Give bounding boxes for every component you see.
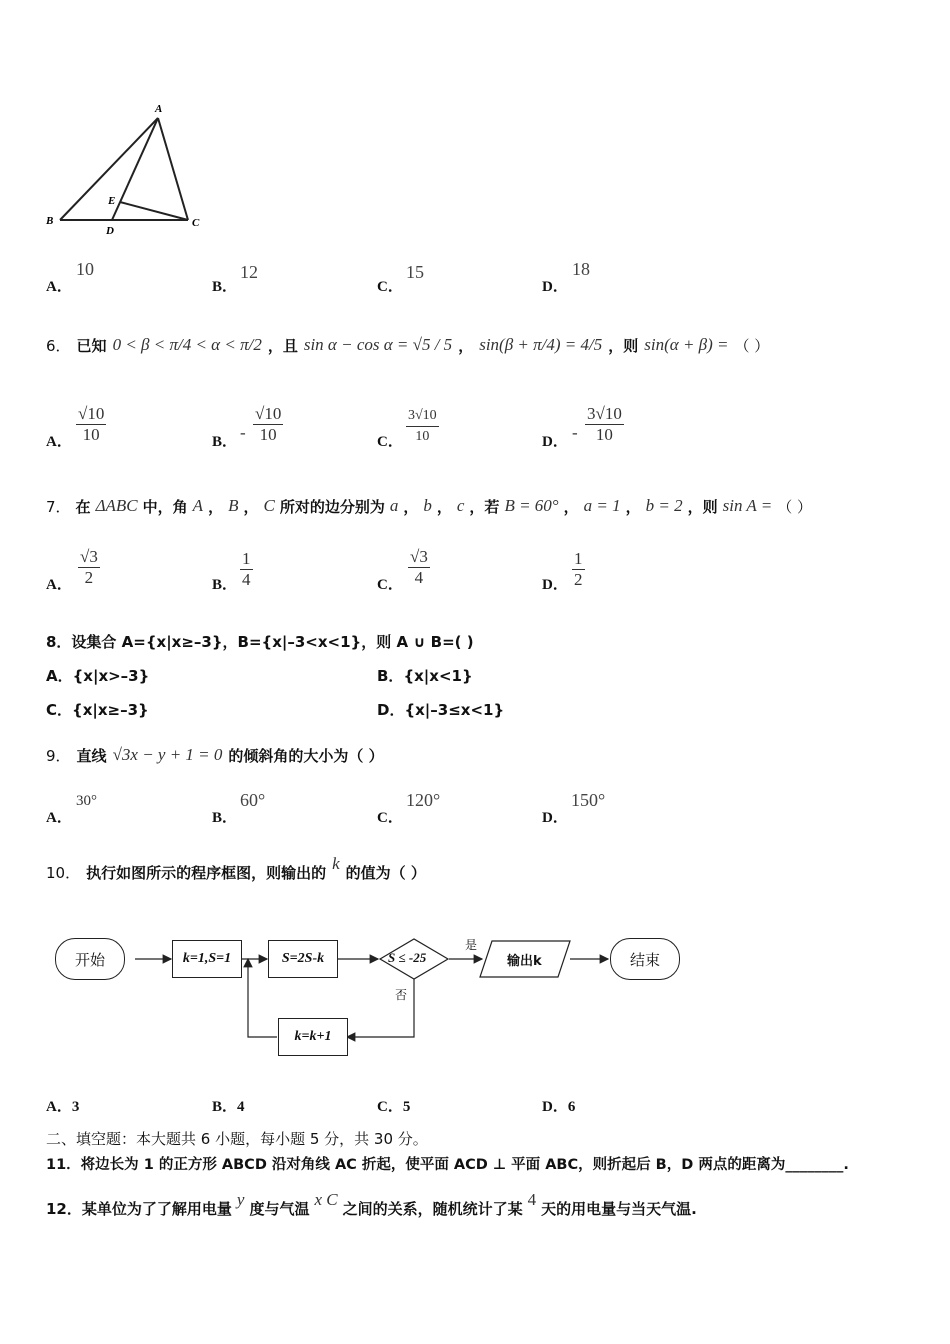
question-12 [46,1190,697,1226]
q5-option-d-letter: D． [542,279,568,295]
q9-option-d-value: 150° [571,790,606,810]
question-6 [46,320,926,370]
q8-option-c [46,699,149,720]
q10-option-d-value: 6 [567,1099,576,1115]
q10-option-c-letter: C． [377,1099,403,1115]
q7-target: sin A = [722,496,773,515]
q7-option-d-frac [572,549,585,590]
q10-option-b-value: 4 [237,1099,245,1115]
q6-option-b-den: 10 [259,425,277,444]
label-c: C [192,217,200,229]
q9-suffix: 的倾斜角的大小为（ ） [228,746,384,765]
q7-side-a: a [389,496,399,515]
label-e: E [108,195,116,207]
q7-option-a-letter: A． [46,577,72,593]
q7-cond1: B = 60° [504,496,559,515]
q5-option-a-value: 10 [76,259,94,279]
q9-option-a-letter: A． [46,810,72,826]
q10-option-a [46,1095,79,1116]
q6-option-c-frac [406,406,439,447]
q8-option-c-letter: C． [46,701,73,719]
q10-number: 10． [46,863,81,882]
q6-comma: ， [458,336,474,355]
q10-option-c [377,1095,410,1116]
flowchart-connectors [40,925,700,1075]
q9-prefix: 直线 [76,746,107,765]
q8-option-d [377,699,504,720]
question-9 [46,735,384,775]
q9-option-c-value: 120° [406,790,441,810]
q7-angle-a: A [192,496,204,515]
q5-option-b-value: 12 [240,262,258,282]
flow-init: k=1,S=1 [172,940,242,978]
q6-suffix: ，则 [608,336,639,355]
flow-increment: k=k+1 [278,1018,348,1056]
q7-paren: （ ） [777,497,812,516]
q12-suffix: 天的用电量与当天气温. [541,1199,697,1218]
q6-option-d-frac [585,404,624,445]
q7-option-b-letter: B． [212,577,238,593]
q6-number: 6． [46,336,71,355]
q9-line: √3x − y + 1 = 0 [112,745,223,764]
q6-option-a-frac [76,404,106,445]
q7-side-c: c [456,496,465,515]
q8-option-d-letter: D． [377,701,405,719]
q6-option-c-den: 10 [415,429,430,444]
triangle-figure [40,100,220,240]
question-11: 11．将边长为 1 的正方形 ABCD 沿对角线 AC 折起，使平面 ACD ⊥ 平面 ABC，则折起后 B，D 两点的距离为________. [46,1157,849,1173]
q7-option-d-den: 2 [574,570,583,589]
q10-suffix: 的值为（ ） [345,863,426,882]
q7-t4: ，若 [469,497,500,516]
q12-mid2: 之间的关系，随机统计了某 [342,1199,523,1218]
q7-option-a-frac [78,547,100,588]
flow-yes: 是 [465,938,478,952]
q8-option-b-value: {x|x<1} [403,667,473,685]
q12-n: 4 [527,1190,537,1209]
q10-option-a-value: 3 [71,1099,80,1115]
q7-option-a-den: 2 [84,568,94,587]
q7-angle-b: B [228,496,239,515]
q7-t2: 中，角 [142,497,188,516]
q6-cond2: sin α − cos α = √5 / 5 [303,335,453,354]
q7-option-c-den: 4 [414,568,424,587]
q5-option-d-value: 18 [572,259,590,279]
question-7: 7． 在 ΔABC 中，角 A ， B ， C 所对的边分别为 a ， b ， c ，若 B = 60° ， a = 1 ， b = 2 ，则 sin A = （ ） [46,496,812,516]
flow-update: S=2S-k [268,940,338,978]
q6-option-a-num: √10 [78,404,105,423]
flow-output: 输出k [507,954,542,969]
q7-angle-c: C [263,496,275,515]
q6-target: sin(α + β) = [644,335,729,354]
q12-prefix: 12．某单位为了了解用电量 [46,1199,232,1218]
q10-option-c-value: 5 [402,1099,411,1115]
q9-number: 9． [46,746,71,765]
q7-cond2: a = 1 [583,496,621,515]
q10-option-d-letter: D． [542,1099,568,1115]
q6-option-d-sign: - [572,423,578,442]
q10-option-b-letter: B． [212,1099,238,1115]
q7-option-a-num: √3 [80,547,98,566]
q6-mid: ，且 [267,336,298,355]
q7-t5: ，则 [687,497,718,516]
q7-option-d-num: 1 [574,549,583,568]
q6-prefix: 已知 [76,336,107,355]
question-8: 8．设集合 A={x|x≥–3}，B={x|–3<x<1}，则 A ∪ B=( ) [46,633,474,651]
q7-option-c-frac [408,547,430,588]
q6-option-b-sign: - [240,423,246,442]
q9-option-b-letter: B． [212,810,238,826]
q5-option-a-letter: A． [46,279,72,295]
q7-option-c-num: √3 [410,547,428,566]
q6-option-a-den: 10 [82,425,100,444]
q10-prefix: 执行如图所示的程序框图，则输出的 [86,863,327,882]
q7-option-c-letter: C． [377,577,403,593]
q10-option-d [542,1095,575,1116]
label-d: D [106,225,114,237]
q10-var: k [332,854,340,873]
q7-option-b-den: 4 [242,570,251,589]
q12-y: y [236,1190,245,1209]
q5-option-c-value: 15 [406,262,424,282]
q6-option-b-frac [253,404,283,445]
q12-xc: x C [314,1190,338,1209]
q7-option-b-frac [240,549,253,590]
q8-option-c-value: {x|x≥–3} [72,701,149,719]
q8-option-a [46,665,149,686]
flow-no: 否 [395,988,408,1002]
flow-condition: S ≤ -25 [388,950,427,965]
q8-option-d-value: {x|–3≤x<1} [404,701,505,719]
q7-number: 7． [46,497,71,516]
q10-option-b [212,1095,245,1116]
q6-option-d-den: 10 [595,425,613,444]
q6-cond1: 0 < β < π/4 < α < π/2 [112,335,262,354]
label-b: B [46,215,54,227]
q12-mid1: 度与气温 [249,1199,310,1218]
q6-option-d-num: 3√10 [587,404,622,423]
q7-cond3: b = 2 [645,496,683,515]
q6-cond3: sin(β + π/4) = 4/5 [479,335,603,354]
flow-end: 结束 [610,938,680,980]
q9-option-b-value: 60° [240,790,266,810]
q7-option-b-num: 1 [242,549,251,568]
flow-start: 开始 [55,938,125,980]
q8-option-a-letter: A． [46,667,73,685]
q7-side-b: b [423,496,432,515]
label-a: A [155,103,163,115]
q10-option-a-letter: A． [46,1099,72,1115]
q8-option-b [377,665,473,686]
q6-option-d-letter: D． [542,434,568,450]
section-2-heading: 二、填空题：本大题共 6 小题，每小题 5 分，共 30 分。 [46,1130,428,1148]
question-10 [46,852,426,892]
q7-option-d-letter: D． [542,577,568,593]
q9-option-a-value: 30° [76,793,97,809]
q8-option-a-value: {x|x>–3} [72,667,150,685]
q6-paren: （ ） [734,336,770,355]
q9-option-d-letter: D． [542,810,568,826]
q8-option-b-letter: B． [377,667,404,685]
q6-option-b-num: √10 [255,404,282,423]
q7-t1: 在 [75,497,91,516]
q6-option-c-letter: C． [377,434,403,450]
q9-option-c-letter: C． [377,810,403,826]
q6-option-a-letter: A． [46,434,72,450]
q6-option-c-num: 3√10 [406,406,439,427]
q5-option-c-letter: C． [377,279,403,295]
q6-option-b-letter: B． [212,434,238,450]
q7-t3: 所对的边分别为 [279,497,385,516]
q7-tri: ΔABC [95,496,138,515]
q5-option-b-letter: B． [212,279,238,295]
